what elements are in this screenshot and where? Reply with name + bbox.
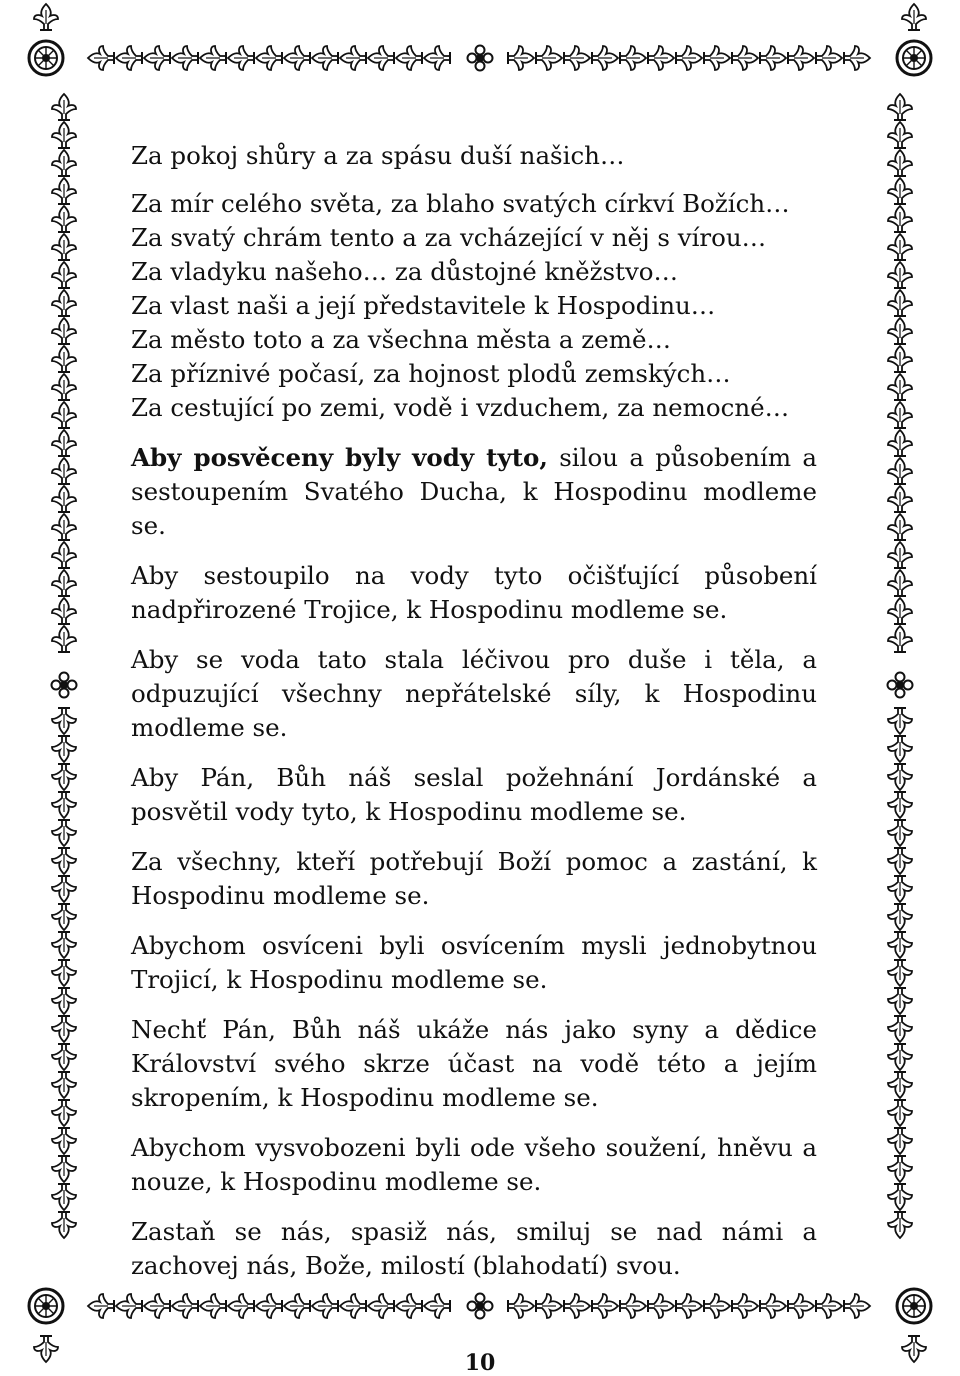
lily-flourish-icon <box>312 1294 338 1318</box>
lily-flourish-icon <box>704 46 730 70</box>
lily-flourish-icon <box>52 374 76 400</box>
lily-flourish-icon <box>508 1294 534 1318</box>
lily-flourish-icon <box>816 46 842 70</box>
lily-flourish-icon <box>52 988 76 1014</box>
lily-flourish-icon <box>144 46 170 70</box>
rosette-medallion-icon <box>897 1289 931 1323</box>
lily-flourish-icon <box>888 486 912 512</box>
flower-icon <box>888 673 913 698</box>
lily-flourish-icon <box>888 206 912 232</box>
lily-flourish-icon <box>888 430 912 456</box>
lily-flourish-icon <box>52 1184 76 1210</box>
litany-line: Za vlast naši a její představitele k Hospodinu… <box>131 291 716 320</box>
lily-flourish-icon <box>52 848 76 874</box>
petition-paragraph: Aby se voda tato stala léčivou pro duše i těla, a odpuzující všechny nepřátelské síly, k Hospodinu modleme se. <box>131 645 817 742</box>
rosette-medallion-icon <box>897 41 931 75</box>
lily-flourish-icon <box>52 1072 76 1098</box>
lily-flourish-icon <box>52 178 76 204</box>
lily-flourish-icon <box>888 318 912 344</box>
lily-flourish-icon <box>52 736 76 762</box>
lily-flourish-icon <box>888 234 912 260</box>
lily-flourish-icon <box>732 1294 758 1318</box>
lily-flourish-icon <box>888 1156 912 1182</box>
lily-flourish-icon <box>844 46 870 70</box>
lily-flourish-icon <box>312 46 338 70</box>
lily-flourish-icon <box>88 1294 114 1318</box>
petition-paragraph: Za všechny, kteří potřebují Boží pomoc a zastání, k Hospodinu modleme se. <box>131 847 817 910</box>
lily-flourish-icon <box>704 1294 730 1318</box>
lily-flourish-icon <box>888 1100 912 1126</box>
lily-flourish-icon <box>888 820 912 846</box>
lily-flourish-icon <box>52 792 76 818</box>
flower-icon <box>468 1294 493 1319</box>
flower-icon <box>468 46 493 71</box>
lily-flourish-icon <box>52 514 76 540</box>
lily-flourish-icon <box>340 1294 366 1318</box>
lily-flourish-icon <box>888 626 912 652</box>
lily-flourish-icon <box>888 988 912 1014</box>
lily-flourish-icon <box>52 290 76 316</box>
lily-flourish-icon <box>816 1294 842 1318</box>
lily-flourish-icon <box>52 122 76 148</box>
lily-flourish-icon <box>888 514 912 540</box>
lily-flourish-icon <box>888 542 912 568</box>
lily-flourish-icon <box>52 402 76 428</box>
lily-flourish-icon <box>52 1212 76 1238</box>
lily-flourish-icon <box>52 626 76 652</box>
lily-flourish-icon <box>888 1128 912 1154</box>
lily-flourish-icon <box>52 598 76 624</box>
lily-flourish-icon <box>52 876 76 902</box>
lily-flourish-icon <box>888 792 912 818</box>
lily-flourish-icon <box>888 1072 912 1098</box>
lily-flourish-icon <box>760 1294 786 1318</box>
lily-flourish-icon <box>888 904 912 930</box>
lily-flourish-icon <box>902 4 926 30</box>
petition-paragraph: Aby Pán, Bůh náš seslal požehnání Jordánské a posvětil vody tyto, k Hospodinu modleme se. <box>131 763 817 826</box>
lily-flourish-icon <box>34 4 58 30</box>
lily-flourish-icon <box>564 1294 590 1318</box>
lily-flourish-icon <box>888 848 912 874</box>
petition-paragraph: Nechť Pán, Bůh náš ukáže nás jako syny a dědice Království svého skrze účast na vodě této a jejím skropením, k Hospodinu modleme se. <box>131 1015 817 1112</box>
lily-flourish-icon <box>888 458 912 484</box>
lily-flourish-icon <box>888 708 912 734</box>
lily-flourish-icon <box>888 736 912 762</box>
lily-flourish-icon <box>508 46 534 70</box>
lily-flourish-icon <box>888 960 912 986</box>
lily-flourish-icon <box>172 46 198 70</box>
lily-flourish-icon <box>592 1294 618 1318</box>
lily-flourish-icon <box>52 1156 76 1182</box>
lily-flourish-icon <box>888 1016 912 1042</box>
lily-flourish-icon <box>788 1294 814 1318</box>
petition-paragraph: Aby sestoupilo na vody tyto očišťující působení nadpřirozené Trojice, k Hospodinu modleme se. <box>131 561 817 624</box>
lily-flourish-icon <box>620 46 646 70</box>
lily-flourish-icon <box>256 46 282 70</box>
lily-flourish-icon <box>592 46 618 70</box>
lily-flourish-icon <box>888 290 912 316</box>
lily-flourish-icon <box>52 150 76 176</box>
lily-flourish-icon <box>620 1294 646 1318</box>
lily-flourish-icon <box>844 1294 870 1318</box>
lily-flourish-icon <box>732 46 758 70</box>
lily-flourish-icon <box>52 542 76 568</box>
lily-flourish-icon <box>676 1294 702 1318</box>
petition-paragraph: Abychom osvíceni byli osvícením mysli jednobytnou Trojicí, k Hospodinu modleme se. <box>131 931 817 994</box>
lily-flourish-icon <box>888 764 912 790</box>
petition-rest: silou a působením a sestoupením Svatého Ducha, k Hospodinu modleme se. <box>131 443 817 540</box>
lily-flourish-icon <box>888 570 912 596</box>
lily-flourish-icon <box>396 46 422 70</box>
lily-flourish-icon <box>52 1100 76 1126</box>
lily-flourish-icon <box>52 458 76 484</box>
lily-flourish-icon <box>888 150 912 176</box>
page-number: 10 <box>464 1350 496 1376</box>
lily-flourish-icon <box>284 46 310 70</box>
lily-flourish-icon <box>52 932 76 958</box>
lily-flourish-icon <box>648 46 674 70</box>
lily-flourish-icon <box>888 346 912 372</box>
lily-flourish-icon <box>284 1294 310 1318</box>
lily-flourish-icon <box>52 764 76 790</box>
lily-flourish-icon <box>648 1294 674 1318</box>
lily-flourish-icon <box>536 46 562 70</box>
lily-flourish-icon <box>200 46 226 70</box>
litany-line: Za vladyku našeho… za důstojné kněžstvo… <box>131 257 679 286</box>
lily-flourish-icon <box>888 262 912 288</box>
lily-flourish-icon <box>52 820 76 846</box>
litany-line: Za příznivé počasí, za hojnost plodů zemských… <box>131 359 731 388</box>
litany-line: Za pokoj shůry a za spásu duší našich… <box>131 141 625 170</box>
lily-flourish-icon <box>676 46 702 70</box>
lily-flourish-icon <box>52 262 76 288</box>
lily-flourish-icon <box>116 46 142 70</box>
petition-paragraph: Zastaň se nás, spasiž nás, smiluj se nad námi a zachovej nás, Bože, milostí (blahodatí) svou. <box>131 1217 817 1280</box>
lily-flourish-icon <box>888 94 912 120</box>
petition-lead: Aby posvěceny byly vody tyto, <box>131 443 548 472</box>
litany-line: Za svatý chrám tento a za vcházející v něj s vírou… <box>131 223 767 252</box>
lily-flourish-icon <box>52 206 76 232</box>
lily-flourish-icon <box>396 1294 422 1318</box>
prayer-text <box>131 139 817 1283</box>
lily-flourish-icon <box>52 94 76 120</box>
lily-flourish-icon <box>888 932 912 958</box>
lily-flourish-icon <box>888 178 912 204</box>
petition-paragraph: Abychom vysvobozeni byli ode všeho soužení, hněvu a nouze, k Hospodinu modleme se. <box>131 1133 817 1196</box>
petition-blessing-waters <box>131 441 817 543</box>
litany-line: Za cestující po zemi, vodě i vzduchem, za nemocné… <box>131 393 790 422</box>
lily-flourish-icon <box>424 46 450 70</box>
lily-flourish-icon <box>144 1294 170 1318</box>
lily-flourish-icon <box>888 402 912 428</box>
lily-flourish-icon <box>888 876 912 902</box>
lily-flourish-icon <box>172 1294 198 1318</box>
lily-flourish-icon <box>564 46 590 70</box>
lily-flourish-icon <box>760 46 786 70</box>
flower-icon <box>52 673 77 698</box>
lily-flourish-icon <box>52 346 76 372</box>
lily-flourish-icon <box>888 1212 912 1238</box>
lily-flourish-icon <box>52 960 76 986</box>
lily-flourish-icon <box>52 234 76 260</box>
lily-flourish-icon <box>116 1294 142 1318</box>
rosette-medallion-icon <box>29 1289 63 1323</box>
lily-flourish-icon <box>88 46 114 70</box>
lily-flourish-icon <box>52 904 76 930</box>
lily-flourish-icon <box>52 318 76 344</box>
lily-flourish-icon <box>536 1294 562 1318</box>
lily-flourish-icon <box>228 1294 254 1318</box>
lily-flourish-icon <box>52 1016 76 1042</box>
lily-flourish-icon <box>52 486 76 512</box>
lily-flourish-icon <box>888 1044 912 1070</box>
lily-flourish-icon <box>888 598 912 624</box>
lily-flourish-icon <box>368 46 394 70</box>
rosette-medallion-icon <box>29 41 63 75</box>
lily-flourish-icon <box>256 1294 282 1318</box>
lily-flourish-icon <box>52 570 76 596</box>
lily-flourish-icon <box>52 1128 76 1154</box>
lily-flourish-icon <box>228 46 254 70</box>
lily-flourish-icon <box>788 46 814 70</box>
lily-flourish-icon <box>888 374 912 400</box>
lily-flourish-icon <box>368 1294 394 1318</box>
lily-flourish-icon <box>888 122 912 148</box>
litany-line: Za město toto a za všechna města a země… <box>131 325 671 354</box>
lily-flourish-icon <box>52 1044 76 1070</box>
lily-flourish-icon <box>52 708 76 734</box>
litany-line: Za mír celého světa, za blaho svatých církví Božích… <box>131 189 790 218</box>
lily-flourish-icon <box>340 46 366 70</box>
lily-flourish-icon <box>424 1294 450 1318</box>
lily-flourish-icon <box>52 430 76 456</box>
lily-flourish-icon <box>888 1184 912 1210</box>
lily-flourish-icon <box>200 1294 226 1318</box>
